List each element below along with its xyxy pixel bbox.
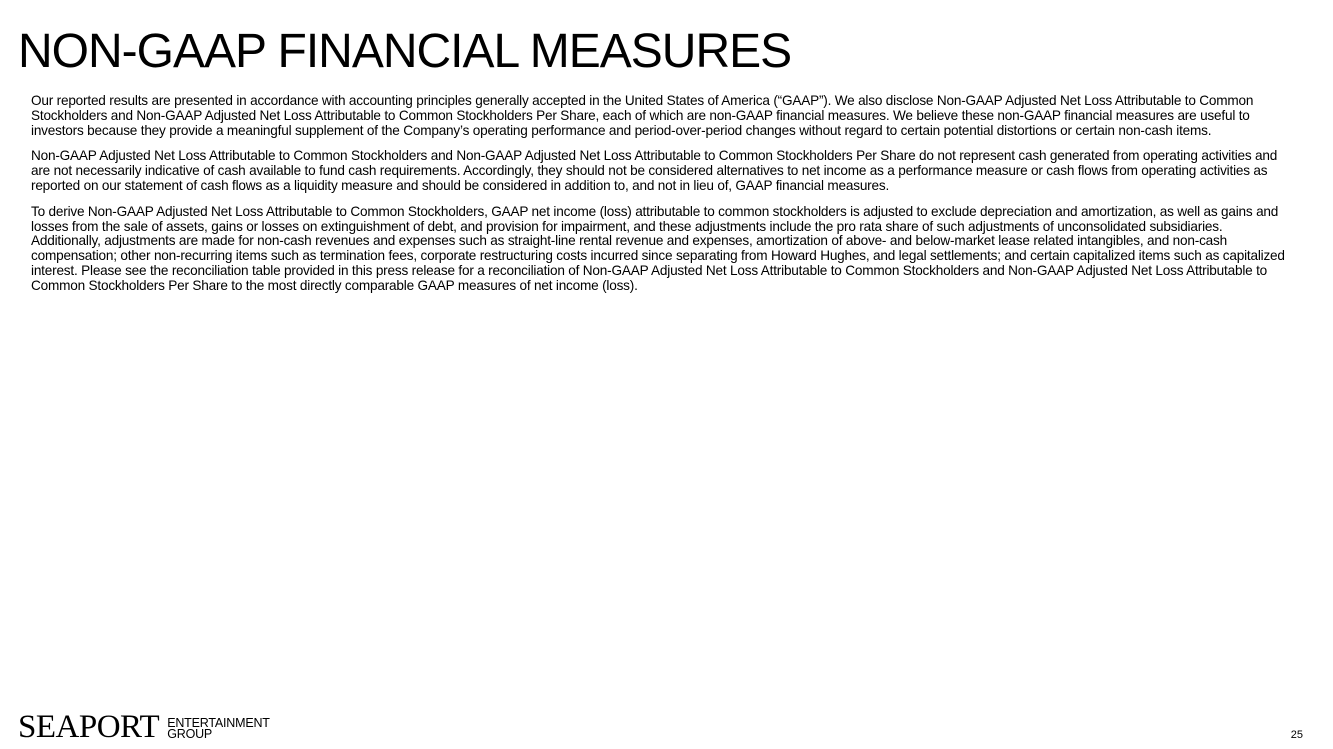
logo-subtitle-line1: ENTERTAINMENT [167, 716, 270, 730]
logo-subtitle [167, 718, 270, 740]
page-number: 25 [1290, 729, 1303, 741]
paragraph-limitations: Non-GAAP Adjusted Net Loss Attributable to Common Stockholders and Non-GAAP Adjusted Net Loss Attributable to Common Stockholders Per Share do not represent cash generated from operating activities and are not necessarily indicative of cash available to fund cash requirements. Accordingly, they should not be considered alternatives to net income as a performance measure or cash flows from operating activities as reported on our statement of cash flows as a liquidity measure and should be considered in addition to, and not in lieu of, GAAP financial measures. [31, 148, 1278, 193]
body-text [31, 94, 1293, 305]
logo-wordmark: SEAPORT [18, 709, 160, 745]
paragraph-derivation: To derive Non-GAAP Adjusted Net Loss Attributable to Common Stockholders, GAAP net income (loss) attributable to common stockholders is adjusted to exclude depreciation and amortization, as well as gains and losses from the sale of assets, gains or losses on extinguishment of debt, and provision for impairment, and these adjustments include the pro rata share of such adjustments of unconsolidated subsidiaries. Additionally, adjustments are made for non-cash revenues and expenses such as straight-line rental revenue and expenses, amortization of above- and below-market lease related intangibles, and non-cash compensation; other non-recurring items such as termination fees, corporate restructuring costs incurred since separating from Howard Hughes, and legal settlements; and certain capitalized items such as capitalized interest. Please see the reconciliation table provided in this press release for a reconciliation of Non-GAAP Adjusted Net Loss Attributable to Common Stockholders and Non-GAAP Adjusted Net Loss Attributable to Common Stockholders Per Share to the most directly comparable GAAP measures of net income (loss). [31, 203, 1285, 293]
company-logo [18, 706, 270, 745]
page-title: NON-GAAP FINANCIAL MEASURES [18, 25, 792, 78]
paragraph-intro: Our reported results are presented in accordance with accounting principles generally accepted in the United States of America (“GAAP”). We also disclose Non-GAAP Adjusted Net Loss Attributable to Common Stockholders and Non-GAAP Adjusted Net Loss Attributable to Common Stockholders Per Share, each of which are non-GAAP financial measures. We believe these non-GAAP financial measures are useful to investors because they provide a meaningful supplement of the Company’s operating performance and period-over-period changes without regard to certain potential distortions or certain non-cash items. [31, 93, 1254, 138]
logo-subtitle-line2: GROUP [167, 727, 213, 741]
